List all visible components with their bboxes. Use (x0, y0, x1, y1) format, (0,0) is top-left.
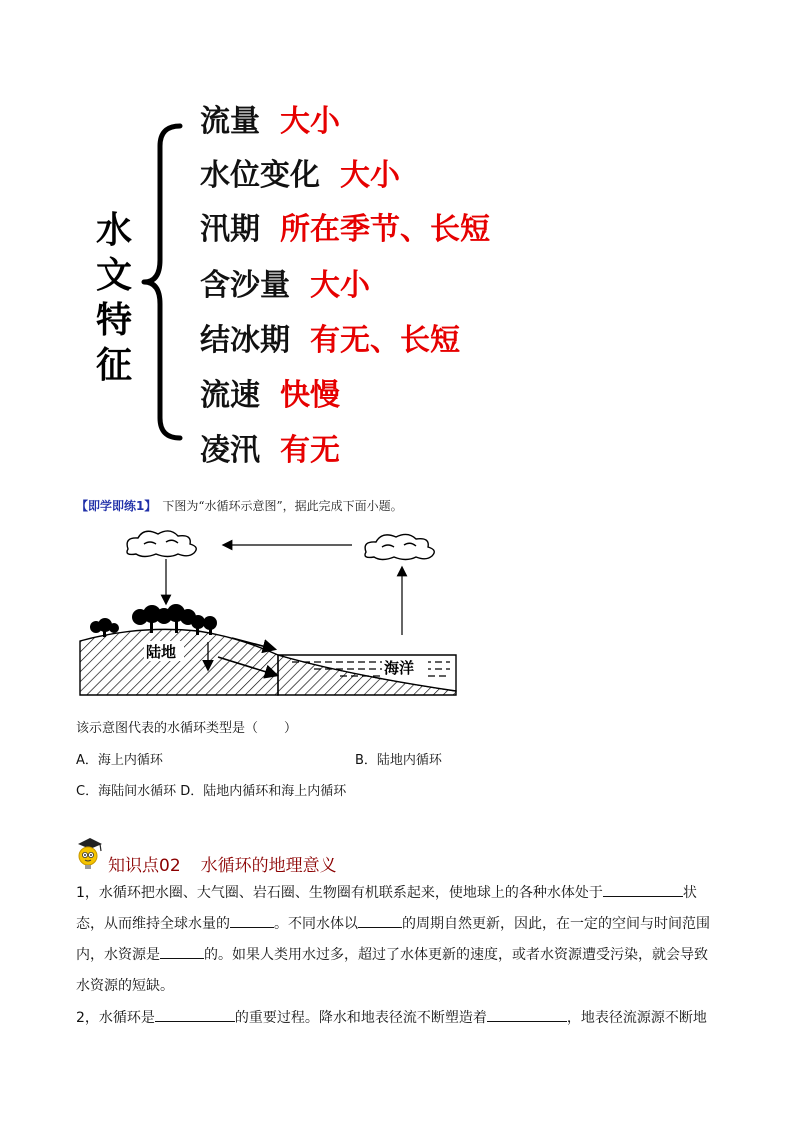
knowledge-point-number: 知识点02 (108, 856, 181, 876)
option-b[interactable]: B．陆地内循环 (355, 753, 442, 768)
title-char: 文 (95, 255, 132, 296)
para-text: 的周期自然更新，因此，在一定的空间与时间范围内，水资源是 (76, 916, 710, 963)
feature-value: 大小 (340, 158, 400, 193)
paragraph-1 (76, 878, 718, 1002)
practice-header (76, 497, 403, 514)
para-text: ，地表径流源源不断地 (566, 1010, 707, 1026)
fill-blank[interactable] (160, 944, 204, 959)
hydrology-features-title (92, 208, 136, 388)
fill-blank[interactable] (603, 882, 683, 897)
feature-row-ice-flood (200, 431, 340, 471)
para-text: 的。如果人类用水过多，超过了水体更新的速度，或者水资源遭受污染，就会导致水资源的短缺。 (76, 947, 708, 994)
option-a[interactable]: A．海上内循环 (76, 753, 163, 768)
feature-key: 流量 (200, 104, 260, 139)
feature-key: 流速 (200, 378, 260, 413)
feature-key: 凌汛 (200, 433, 260, 468)
para-text: 状态，从而维持全球水量的 (76, 885, 697, 932)
para-text: 。不同水体以 (274, 916, 358, 932)
title-char: 水 (95, 210, 132, 251)
feature-key: 汛期 (200, 212, 260, 247)
feature-key: 含沙量 (200, 268, 290, 303)
feature-value: 有无 (280, 433, 340, 468)
feature-row-freezing (200, 321, 460, 361)
option-c-d[interactable]: C．海陆间水循环 D．陆地内循环和海上内循环 (76, 784, 347, 799)
feature-key: 水位变化 (200, 158, 320, 193)
feature-row-flood-season (200, 210, 490, 250)
feature-key: 结冰期 (200, 323, 290, 358)
feature-value: 大小 (310, 268, 370, 303)
graduate-icon (74, 836, 106, 870)
water-cycle-diagram (78, 525, 468, 705)
feature-row-water-level (200, 156, 400, 196)
cloud-right-icon (365, 534, 434, 559)
cloud-left-icon (127, 531, 196, 557)
practice-instruction: 下图为“水循环示意图”，据此完成下面小题。 (162, 499, 403, 513)
question-stem: 该示意图代表的水循环类型是（ ） (76, 721, 298, 736)
ocean-label: 海洋 (384, 659, 415, 677)
land-label: 陆地 (146, 643, 177, 661)
para-text: 1，水循环把水圈、大气圈、岩石圈、生物圈有机联系起来，使地球上的各种水体处于 (76, 885, 603, 901)
fill-blank[interactable] (230, 913, 274, 928)
fill-blank[interactable] (487, 1007, 567, 1022)
feature-value: 所在季节、长短 (280, 212, 490, 247)
feature-row-sediment (200, 266, 370, 306)
knowledge-point-title (108, 851, 337, 876)
feature-value: 有无、长短 (310, 323, 460, 358)
knowledge-point-heading: 水循环的地理意义 (200, 856, 337, 876)
practice-tag: 【即学即练1】 (76, 499, 157, 513)
para-text: 2，水循环是 (76, 1010, 155, 1026)
fill-blank[interactable] (155, 1007, 235, 1022)
paragraph-2 (76, 1003, 718, 1034)
title-char: 特 (95, 300, 132, 341)
land-block (80, 629, 278, 695)
feature-row-flow (200, 102, 340, 142)
curly-brace (138, 122, 188, 442)
feature-row-velocity (200, 376, 340, 416)
title-char: 征 (95, 345, 132, 386)
feature-value: 大小 (280, 104, 340, 139)
fill-blank[interactable] (358, 913, 402, 928)
para-text: 的重要过程。降水和地表径流不断塑造着 (234, 1010, 487, 1026)
feature-value: 快慢 (280, 378, 340, 413)
